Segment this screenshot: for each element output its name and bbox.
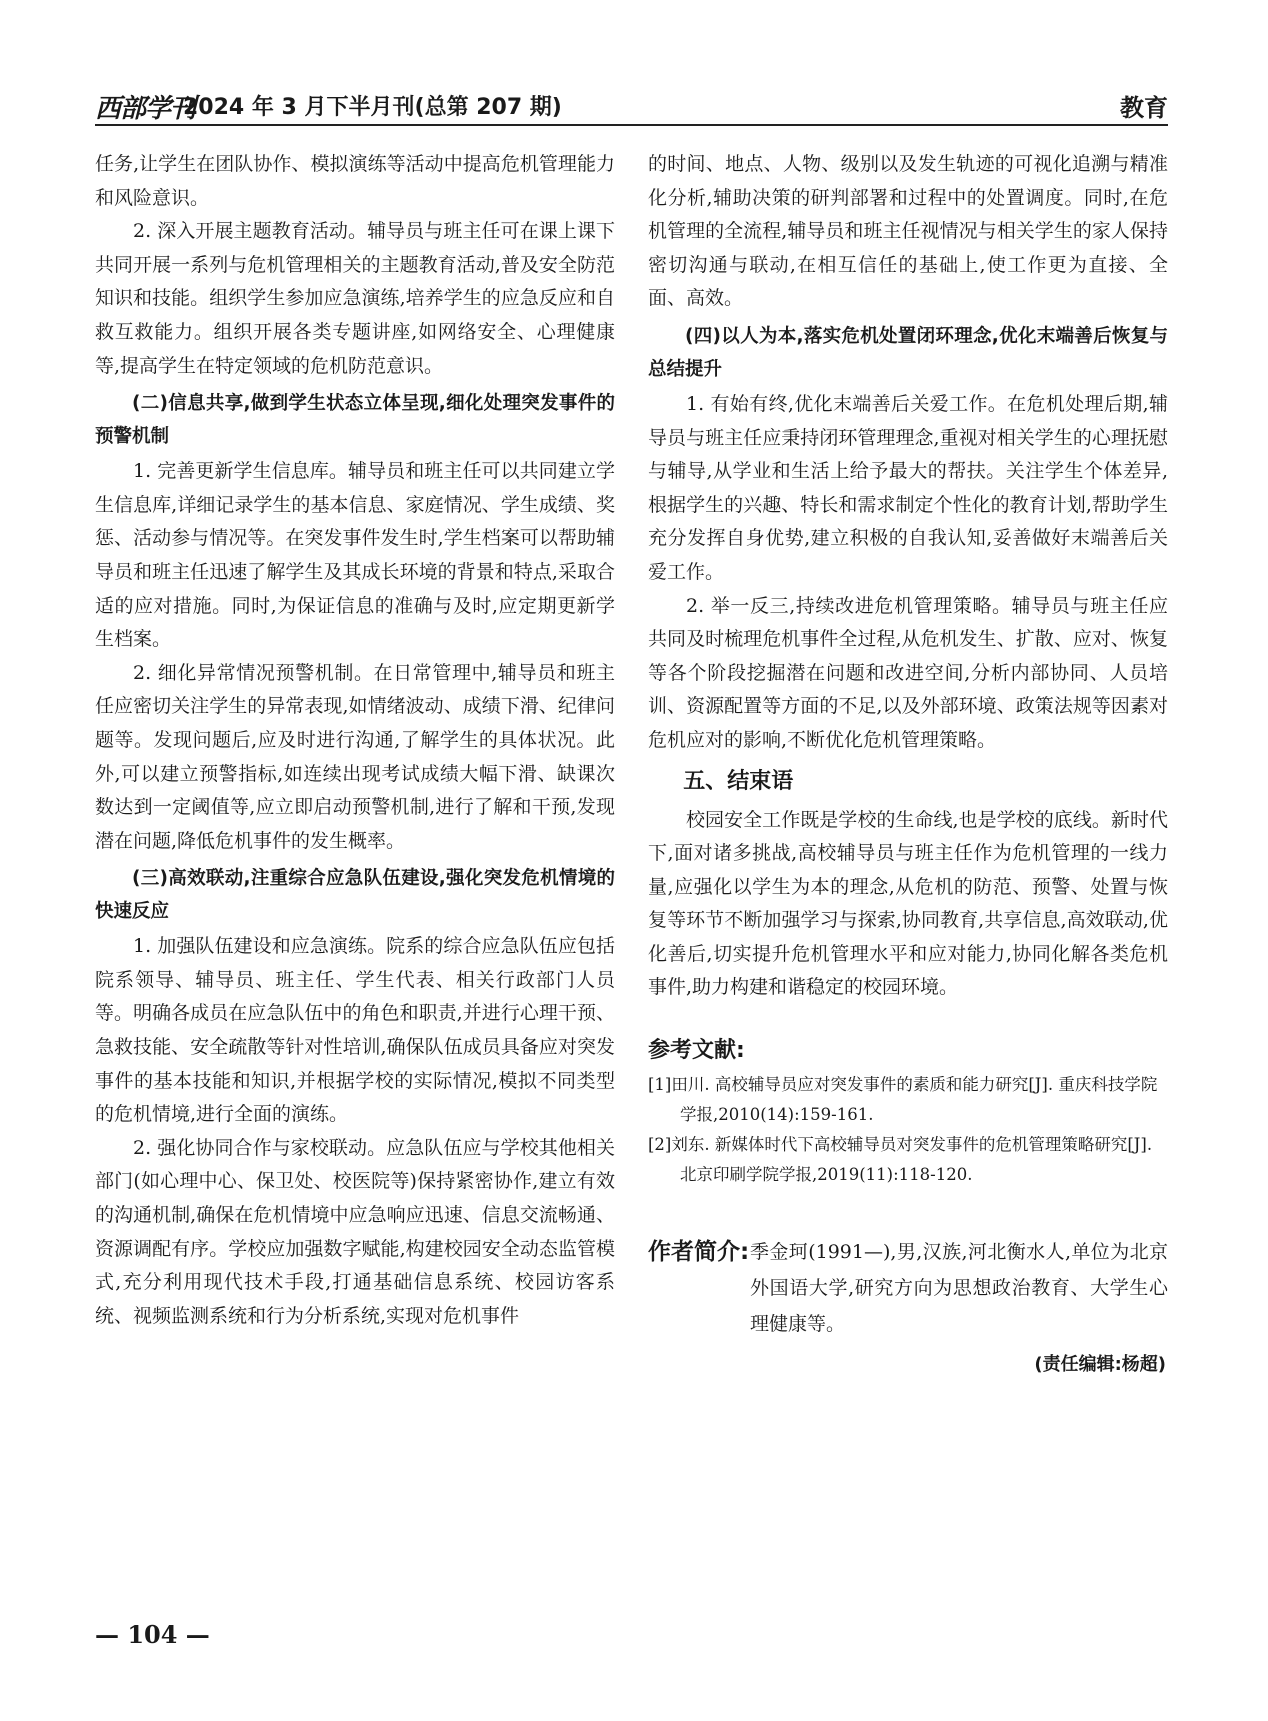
paragraph: 校园安全工作既是学校的生命线,也是学校的底线。新时代下,面对诸多挑战,高校辅导员与班主任作为危机管理的一线力量,应强化以学生为本的理念,从危机的防范、预警、处置与恢复等环节不断加强学习与探索,协同教育,共享信息,高效联动,优化善后,切实提升危机管理水平和应对能力,协同化解各类危机事件,助力构建和谐稳定的校园环境。 bbox=[648, 808, 1168, 999]
subsection-heading: (三)高效联动,注重综合应急队伍建设,强化突发危机情境的快速反应 bbox=[95, 868, 615, 923]
references-list bbox=[648, 1070, 1168, 1190]
author-block bbox=[648, 1234, 1168, 1342]
paragraph: 任务,让学生在团队协作、模拟演练等活动中提高危机管理能力和风险意识。 bbox=[95, 153, 615, 209]
right-column-body bbox=[648, 148, 1168, 1005]
reference-item: [2]刘东. 新媒体时代下高校辅导员对突发事件的危机管理策略研究[J]. 北京印刷学院学报,2019(11):118-120. bbox=[648, 1135, 1153, 1185]
author-label: 作者简介: bbox=[648, 1239, 750, 1266]
journal-logo: 西部学刊 bbox=[95, 94, 196, 124]
page-header bbox=[95, 84, 1168, 126]
issue-info: 2024 年 3 月下半月刊(总第 207 期) bbox=[183, 95, 562, 120]
paragraph: 的时间、地点、人物、级别以及发生轨迹的可视化追溯与精准化分析,辅助决策的研判部署和过程中的处置调度。同时,在危机管理的全流程,辅导员和班主任视情况与相关学生的家人保持密切沟通与联动,在相互信任的基础上,使工作更为直接、全面、高效。 bbox=[648, 153, 1168, 310]
left-column bbox=[95, 148, 615, 1333]
page-number: — 104 — bbox=[95, 1620, 210, 1649]
paragraph: 1. 加强队伍建设和应急演练。院系的综合应急队伍应包括院系领导、辅导员、班主任、学生代表、相关行政部门人员等。明确各成员在应急队伍中的角色和职责,并进行心理干预、急救技能、安全疏散等针对性培训,确保队伍成员具备应对突发事件的基本技能和知识,并根据学校的实际情况,模拟不同类型的危机情境,进行全面的演练。 bbox=[95, 935, 615, 1126]
paragraph: 1. 完善更新学生信息库。辅导员和班主任可以共同建立学生信息库,详细记录学生的基本信息、家庭情况、学生成绩、奖惩、活动参与情况等。在突发事件发生时,学生档案可以帮助辅导员和班主任迅速了解学生及其成长环境的背景和特点,采取合适的应对措施。同时,为保证信息的准确与及时,应定期更新学生档案。 bbox=[95, 460, 615, 651]
responsible-editor: (责任编辑:杨超) bbox=[1034, 1354, 1166, 1376]
subsection-heading: (二)信息共享,做到学生状态立体呈现,细化处理突发事件的预警机制 bbox=[95, 393, 615, 448]
reference-item: [1]田川. 高校辅导员应对突发事件的素质和能力研究[J]. 重庆科技学院学报,2010(14):159-161. bbox=[648, 1075, 1158, 1125]
author-bio: 季金珂(1991—),男,汉族,河北衡水人,单位为北京外国语大学,研究方向为思想政治教育、大学生心理健康等。 bbox=[750, 1241, 1168, 1336]
paragraph: 2. 举一反三,持续改进危机管理策略。辅导员与班主任应共同及时梳理危机事件全过程,从危机发生、扩散、应对、恢复等各个阶段挖掘潜在问题和改进空间,分析内部协同、人员培训、资源配置等方面的不足,以及外部环境、政策法规等因素对危机应对的影响,不断优化危机管理策略。 bbox=[648, 594, 1168, 751]
paragraph: 1. 有始有终,优化末端善后关爱工作。在危机处理后期,辅导员与班主任应秉持闭环管理理念,重视对相关学生的心理抚慰与辅导,从学业和生活上给予最大的帮扶。关注学生个体差异,根据学生的兴趣、特长和需求制定个性化的教育计划,帮助学生充分发挥自身优势,建立积极的自我认知,妥善做好末端善后关爱工作。 bbox=[648, 392, 1168, 583]
section-tag: 教育 bbox=[1120, 94, 1168, 122]
paragraph: 2. 强化协同合作与家校联动。应急队伍应与学校其他相关部门(如心理中心、保卫处、校医院等)保持紧密协作,建立有效的沟通机制,确保在危机情境中应急响应迅速、信息交流畅通、资源调配有序。学校应加强数字赋能,构建校园安全动态监管模式,充分利用现代技术手段,打通基础信息系统、校园访客系统、视频监测系统和行为分析系统,实现对危机事件 bbox=[95, 1136, 615, 1327]
section-heading: 五、结束语 bbox=[683, 768, 794, 794]
references-title: 参考文献: bbox=[648, 1038, 745, 1064]
paragraph: 2. 细化异常情况预警机制。在日常管理中,辅导员和班主任应密切关注学生的异常表现,如情绪波动、成绩下滑、纪律问题等。发现问题后,应及时进行沟通,了解学生的具体状况。此外,可以建立预警指标,如连续出现考试成绩大幅下滑、缺课次数达到一定阈值等,应立即启动预警机制,进行了解和干预,发现潜在问题,降低危机事件的发生概率。 bbox=[95, 661, 615, 852]
paragraph: 2. 深入开展主题教育活动。辅导员与班主任可在课上课下共同开展一系列与危机管理相关的主题教育活动,普及安全防范知识和技能。组织学生参加应急演练,培养学生的应急反应和自救互救能力。组织开展各类专题讲座,如网络安全、心理健康等,提高学生在特定领域的危机防范意识。 bbox=[95, 220, 615, 377]
right-column bbox=[648, 148, 1168, 1376]
subsection-heading: (四)以人为本,落实危机处置闭环理念,优化末端善后恢复与总结提升 bbox=[648, 325, 1168, 380]
